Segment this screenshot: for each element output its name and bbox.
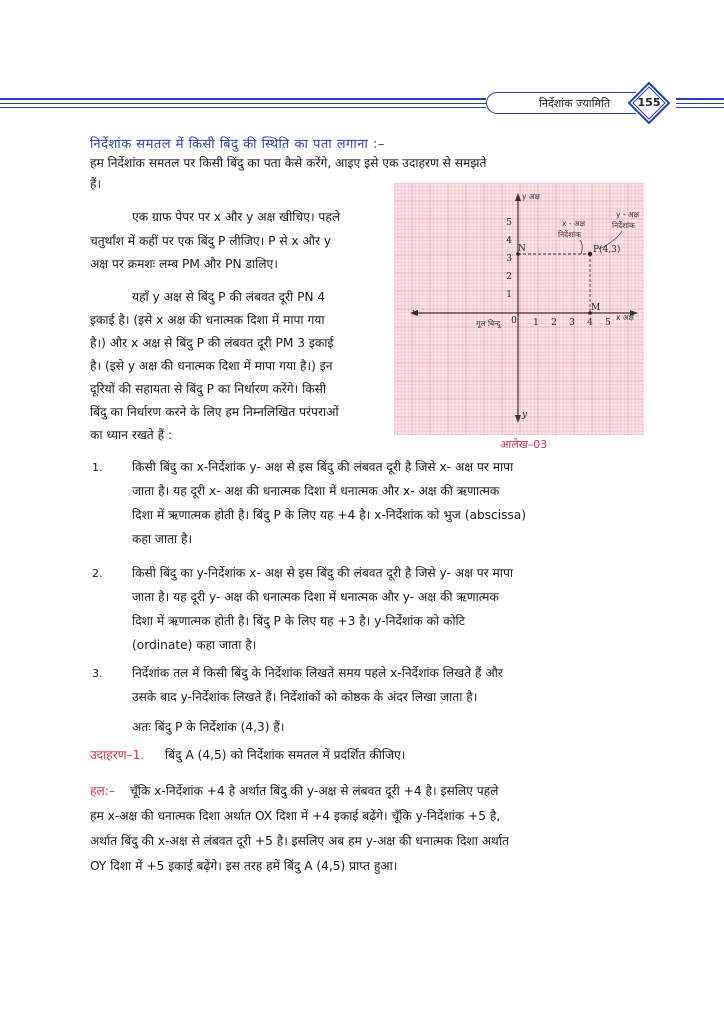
solution-line-1: चूँकि x-निर्देशांक +4 है अर्थात बिंदु की y-अक्ष से लंबवत दूरी +4 है। इसलिए पहले [130, 784, 499, 798]
y-bottom-label: y [522, 410, 528, 420]
y-axis-label: y अक्ष [522, 192, 540, 201]
solution-line-4: OY दिशा में +5 इकाई बढ़ेंगे। इस तरह हमें बिंदु A (4,5) प्राप्त हुआ। [90, 859, 398, 873]
origin-zero: 0 [511, 316, 517, 326]
para2-line-3: है।) और x अक्ष से बिंदु P की लंबवत दूरी PM 3 इकाई [90, 336, 334, 350]
item-3-line-1: निर्देशांक तल में किसी बिंदु के निर्देशांक लिखते समय पहले x-निर्देशांक लिखते हैं और [132, 666, 503, 680]
para1-line-2: चतुर्थांश में कहीं पर एक बिंदु P लीजिए। P से x और y [90, 234, 332, 248]
para2-line-6: बिंदु का निर्धारण करने के लिए हम निम्नलिखित परंपराओं [90, 405, 339, 419]
item-3-number: 3. [92, 667, 103, 680]
para2-line-4: है। (इसे y अक्ष की धनात्मक दिशा में मापा गया है।) इन [90, 359, 333, 373]
page-number-badge [628, 82, 670, 124]
label-P: P(4,3) [593, 245, 621, 255]
solution-label: हल:– [90, 784, 115, 798]
y-tick-5: 5 [506, 218, 512, 228]
y-tick-1: 1 [506, 290, 512, 300]
conclusion: अतः बिंदु P के निर्देशांक (4,3) हैं। [132, 720, 285, 734]
coordinate-graph [394, 183, 644, 435]
page-number: 155 [637, 96, 661, 109]
callout-x-line2: निर्देशांक [558, 230, 581, 239]
item-2-number: 2. [92, 567, 103, 580]
y-tick-4: 4 [506, 236, 512, 246]
para1-line-1: एक ग्राफ पेपर पर x और y अक्ष खीचिए। पहले [132, 210, 341, 224]
x-tick-4: 4 [587, 318, 593, 328]
item-2-line-1: किसी बिंदु का y-निर्देशांक x- अक्ष से इस बिंदु की लंबवत दूरी है जिसे y- अक्ष पर मापा [132, 566, 514, 580]
item-1-line-1: किसी बिंदु का x-निर्देशांक y- अक्ष से इस बिंदु की लंबवत दूरी है जिसे x- अक्ष पर मापा [132, 460, 514, 474]
label-M: M [591, 303, 601, 313]
callout-y-line1: y - अक्ष [616, 210, 640, 219]
x-tick-5: 5 [605, 318, 611, 328]
x-tick-1: 1 [533, 318, 539, 328]
para2-line-2: इकाई है। (इसे x अक्ष की धनात्मक दिशा में मापा गया [90, 313, 325, 327]
item-1-number: 1. [92, 461, 103, 474]
para1-line-3: अक्ष पर क्रमशः लम्ब PM और PN डालिए। [90, 257, 278, 271]
callout-y-line2: निर्देशांक [612, 221, 635, 230]
x-axis-label: x अक्ष [616, 313, 634, 322]
intro-line-1: हम निर्देशांक समतल पर किसी बिंदु का पता कैसे करेंगे, आइए इसे एक उदाहरण से समझते [90, 156, 487, 170]
solution-line-3: अर्थात बिंदु की x-अक्ष से लंबवत दूरी +5 है। इसलिए अब हम y-अक्ष की धनात्मक दिशा अर्थात [90, 834, 509, 848]
item-2-line-3: दिशा में ऋणात्मक होती है। बिंदु P के लिए यह +3 है। y-निर्देशांक को कोटि [132, 614, 465, 628]
graph-svg [394, 183, 644, 435]
figure-caption: आलेख–03 [500, 438, 548, 451]
x-tick-2: 2 [551, 318, 557, 328]
item-1-line-2: जाता है। यह दूरी x- अक्ष की धनात्मक दिशा में धनात्मक और x- अक्ष की ऋणात्मक [132, 484, 500, 498]
item-2-line-4: (ordinate) कहा जाता है। [132, 638, 257, 652]
origin-label: मूल बिन्दु [476, 319, 501, 328]
section-title: निर्देशांक समतल में किसी बिंदु की स्थिति का पता लगाना :– [90, 137, 385, 152]
example-label: उदाहरण–1. [90, 748, 145, 762]
x-left-label: x [412, 308, 418, 318]
y-tick-3: 3 [506, 254, 512, 264]
para2-line-5: दूरियों की सहायता से बिंदु P का निर्धारण करेंगे। किसी [90, 382, 327, 396]
item-1-line-3: दिशा में ऋणात्मक होती है। बिंदु P के लिए यह +4 है। x-निर्देशांक को भुज (abscissa) [132, 508, 527, 522]
label-N: N [518, 244, 526, 254]
item-3-line-2: उसके बाद y-निर्देशांक लिखते हैं। निर्देशांकों को कोष्ठक के अंदर लिखा जाता है। [132, 690, 478, 704]
y-tick-2: 2 [506, 272, 512, 282]
example-text: बिंदु A (4,5) को निर्देशांक समतल में प्रदर्शित कीजिए। [165, 748, 406, 762]
para2-line-1: यहाँ y अक्ष से बिंदु P की लंबवत दूरी PN 4 [132, 290, 326, 304]
x-tick-3: 3 [569, 318, 575, 328]
item-2-line-2: जाता है। यह दूरी y- अक्ष की धनात्मक दिशा में धनात्मक और y- अक्ष की ऋणात्मक [132, 590, 499, 604]
chapter-title: निर्देशांक ज्यामिति [486, 92, 636, 114]
para2-line-7: का ध्यान रखते हैं : [90, 428, 173, 442]
item-1-line-4: कहा जाता है। [132, 532, 193, 546]
point-P-dot [588, 252, 592, 256]
intro-line-2: हैं। [90, 177, 102, 191]
solution-line-2: हम x-अक्ष की धनात्मक दिशा अर्थात OX दिशा में +4 इकाई बढ़ेंगे। चूँकि y-निर्देशांक +5 है, [90, 809, 501, 823]
callout-x-line1: x - अक्ष [562, 219, 586, 228]
